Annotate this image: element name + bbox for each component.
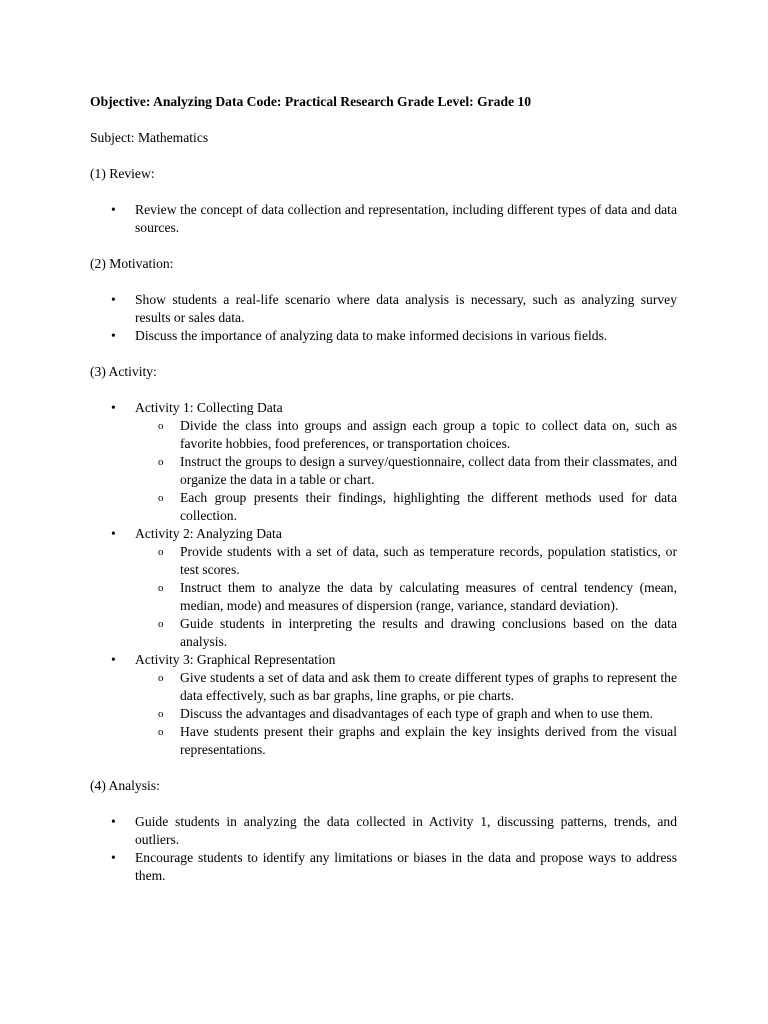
circle-bullet-icon: o [158, 492, 164, 504]
subject-line: Subject: Mathematics [90, 130, 209, 145]
bullet-icon: • [111, 814, 116, 829]
list-item [90, 813, 677, 849]
activity-item [90, 525, 677, 651]
activity-list [90, 399, 677, 759]
analysis-list [90, 813, 677, 885]
list-item [90, 327, 677, 345]
sub-list-item [135, 705, 677, 723]
circle-bullet-icon: o [158, 420, 164, 432]
analysis-heading: (4) Analysis: [90, 778, 160, 793]
sub-list-item [135, 543, 677, 579]
sub-list-item [135, 723, 677, 759]
circle-bullet-icon: o [158, 546, 164, 558]
bullet-icon: • [111, 526, 116, 541]
activity-steps [135, 417, 677, 525]
sub-item-text: Instruct the groups to design a survey/questionnaire, collect data from their classmates, and organize the data in a table or chart. [180, 454, 677, 487]
activity-steps [135, 543, 677, 651]
activity-label: Activity 3: Graphical Representation [135, 652, 336, 667]
list-item-text: Guide students in analyzing the data collected in Activity 1, discussing patterns, trends, and outliers. [135, 814, 677, 847]
activity-heading: (3) Activity: [90, 364, 157, 379]
sub-item-text: Discuss the advantages and disadvantages of each type of graph and when to use them. [180, 706, 653, 721]
sub-item-text: Provide students with a set of data, such as temperature records, population statistics, or test scores. [180, 544, 677, 577]
review-list [90, 201, 677, 237]
circle-bullet-icon: o [158, 672, 164, 684]
document-title: Objective: Analyzing Data Code: Practical Research Grade Level: Grade 10 [90, 94, 532, 109]
list-item-text: Encourage students to identify any limitations or biases in the data and propose ways to address them. [135, 850, 677, 883]
activity-label: Activity 1: Collecting Data [135, 400, 283, 415]
sub-item-text: Instruct them to analyze the data by calculating measures of central tendency (mean, median, mode) and measures of dispersion (range, variance, standard deviation). [180, 580, 677, 613]
list-item-text: Review the concept of data collection and representation, including different types of data and data sources. [135, 202, 677, 235]
sub-list-item [135, 579, 677, 615]
bullet-icon: • [111, 400, 116, 415]
list-item-text: Show students a real-life scenario where data analysis is necessary, such as analyzing survey results or sales data. [135, 292, 677, 325]
circle-bullet-icon: o [158, 456, 164, 468]
circle-bullet-icon: o [158, 618, 164, 630]
activity-label: Activity 2: Analyzing Data [135, 526, 282, 541]
bullet-icon: • [111, 850, 116, 865]
sub-list-item [135, 669, 677, 705]
sub-item-text: Guide students in interpreting the results and drawing conclusions based on the data analysis. [180, 616, 677, 649]
list-item-text: Discuss the importance of analyzing data to make informed decisions in various fields. [135, 328, 608, 343]
bullet-icon: • [111, 292, 116, 307]
review-heading: (1) Review: [90, 166, 155, 181]
activity-item [90, 651, 677, 759]
sub-list-item [135, 417, 677, 453]
sub-item-text: Give students a set of data and ask them to create different types of graphs to represent the data effectively, such as bar graphs, line graphs, or pie charts. [180, 670, 677, 703]
bullet-icon: • [111, 328, 116, 343]
sub-item-text: Divide the class into groups and assign each group a topic to collect data on, such as favorite hobbies, food preferences, or transportation choices. [180, 418, 677, 451]
list-item [90, 291, 677, 327]
sub-list-item [135, 489, 677, 525]
motivation-list [90, 291, 677, 345]
sub-list-item [135, 615, 677, 651]
circle-bullet-icon: o [158, 708, 164, 720]
list-item [90, 849, 677, 885]
activity-steps [135, 669, 677, 759]
bullet-icon: • [111, 202, 116, 217]
circle-bullet-icon: o [158, 582, 164, 594]
list-item [90, 201, 677, 237]
activity-item [90, 399, 677, 525]
sub-item-text: Each group presents their findings, highlighting the different methods used for data collection. [180, 490, 677, 523]
sub-list-item [135, 453, 677, 489]
document-body [90, 93, 677, 903]
sub-item-text: Have students present their graphs and explain the key insights derived from the visual representations. [180, 724, 677, 757]
bullet-icon: • [111, 652, 116, 667]
circle-bullet-icon: o [158, 726, 164, 738]
motivation-heading: (2) Motivation: [90, 256, 174, 271]
